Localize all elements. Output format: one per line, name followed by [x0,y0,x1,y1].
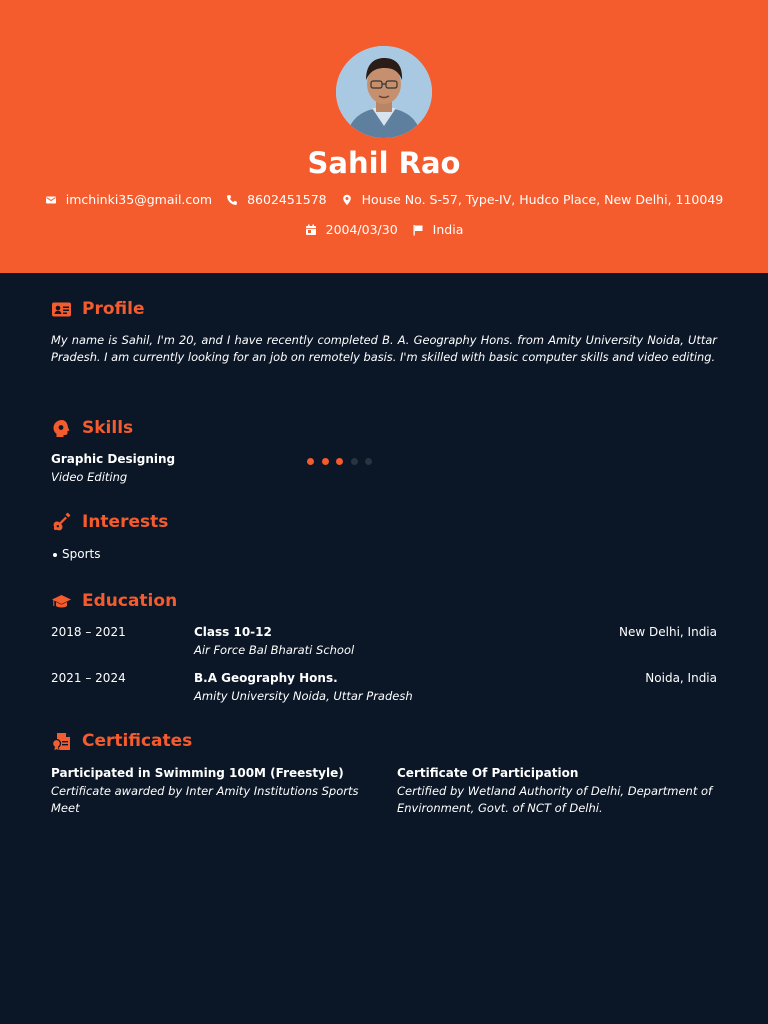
education-entry [51,624,717,660]
head-profile-icon [51,418,72,439]
education-dates: 2021 – 2024 [51,671,126,685]
certificate-title: Participated in Swimming 100M (Freestyle) [51,766,344,780]
resume-header [0,0,768,273]
skills-title: Skills [82,418,134,438]
education-entry [51,670,717,706]
skill-dot-empty [351,458,358,465]
interests-title: Interests [82,512,169,532]
interest-item [53,546,100,563]
graduation-cap-icon [51,591,72,612]
calendar-icon [305,224,317,236]
skill-name: Graphic Designing [51,452,176,466]
phone-icon [226,194,238,206]
education-title: Education [82,591,178,611]
skill-dot-filled [336,458,343,465]
contact-row-secondary [0,221,768,239]
candidate-name: Sahil Rao [307,146,461,180]
education-degree: Class 10-12 [194,625,272,639]
education-school: Amity University Noida, Uttar Pradesh [194,689,413,703]
profile-photo [336,46,432,138]
email-text: imchinki35@gmail.com [65,192,213,207]
phone-item[interactable] [226,191,327,209]
certificates-title: Certificates [82,731,193,751]
flag-icon [412,224,424,236]
profile-summary: My name is Sahil, I'm 20, and I have recently completed B. A. Geography Hons. from Amity University Noida, Uttar Pradesh. I am currently looking for an job on remotely basis. I'm skilled with basic computer skills and video editing. [51,333,717,364]
certificate-entry [51,765,371,817]
email-item[interactable] [45,191,212,209]
certificate-icon [51,731,72,752]
interests-heading [51,510,168,534]
bullet-icon [53,553,57,557]
contact-row-primary [0,191,768,209]
nationality-item [412,221,464,239]
address-text: House No. S-57, Type-IV, Hudco Place, New Delhi, 110049 [361,192,724,207]
envelope-icon [45,194,57,206]
skill-dot-filled [322,458,329,465]
skill-detail: Video Editing [51,470,128,484]
address-item [341,191,724,209]
education-degree: B.A Geography Hons. [194,671,338,685]
person-photo-icon [336,46,432,138]
dob-item [305,221,398,239]
map-pin-icon [341,194,353,206]
nationality-text: India [432,222,464,237]
skill-level-rating [307,458,380,465]
certificate-entry [397,765,717,817]
certificate-description: Certificate awarded by Inter Amity Institutions Sports Meet [51,784,359,815]
guitar-icon [51,512,72,533]
education-heading [51,589,177,613]
education-school: Air Force Bal Bharati School [194,643,355,657]
education-dates: 2018 – 2021 [51,625,126,639]
skills-heading [51,416,133,440]
id-card-icon [51,299,72,320]
skill-dot-empty [365,458,372,465]
interest-label: Sports [62,547,101,561]
dob-text: 2004/03/30 [325,222,398,237]
phone-text: 8602451578 [247,192,327,207]
certificates-heading [51,729,192,753]
profile-heading [51,297,144,321]
certificate-description: Certified by Wetland Authority of Delhi, Department of Environment, Govt. of NCT of Delhi. [397,784,713,815]
education-location: New Delhi, India [619,625,717,639]
skill-dot-filled [307,458,314,465]
certificate-title: Certificate Of Participation [397,766,579,780]
education-location: Noida, India [645,671,717,685]
profile-title: Profile [82,299,145,319]
